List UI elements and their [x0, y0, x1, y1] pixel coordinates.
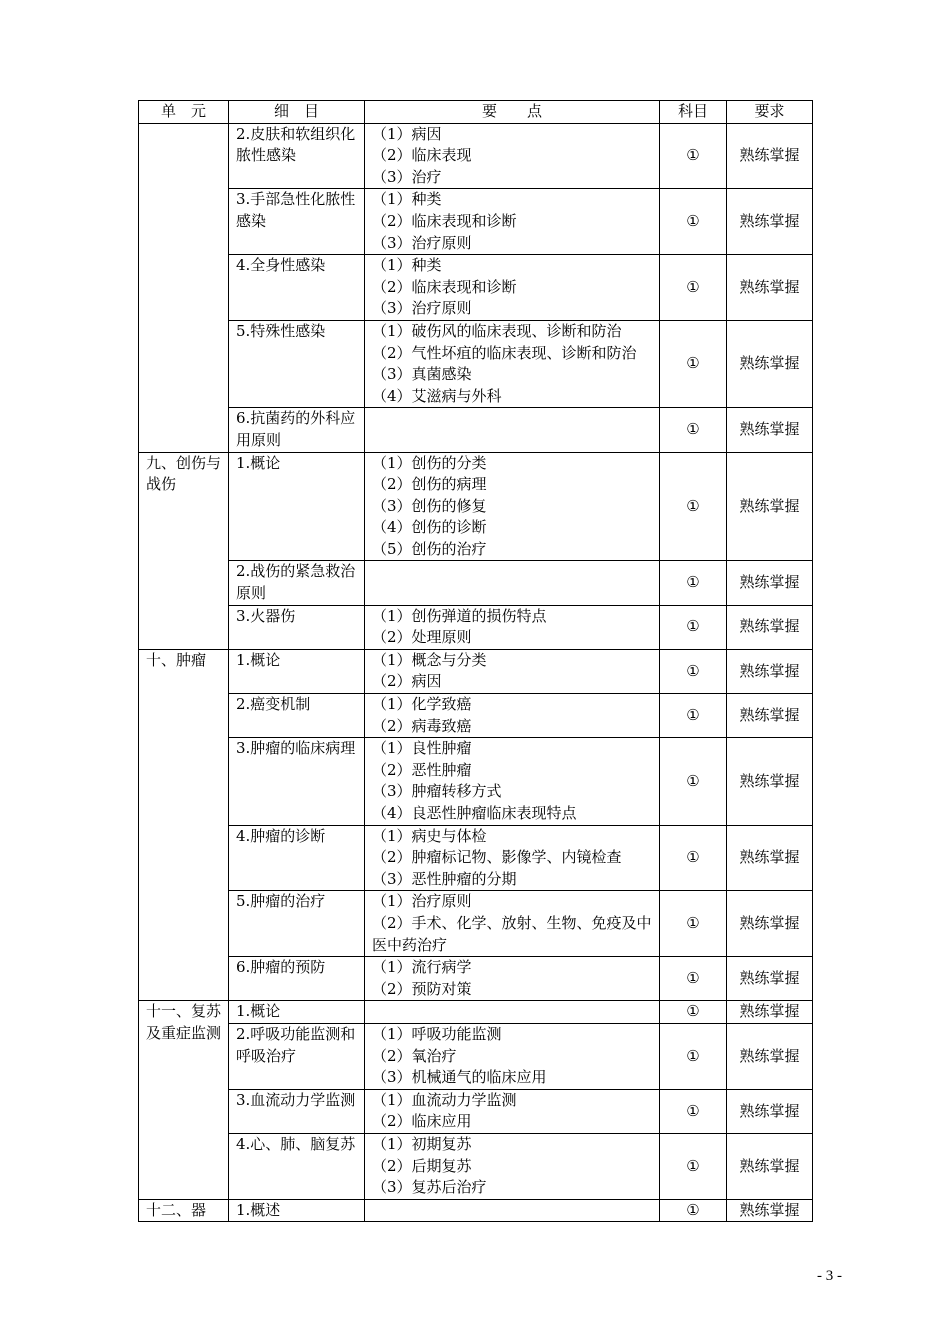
table-row: [139, 694, 813, 738]
item-name-cell: 3.肿瘤的临床病理: [229, 738, 365, 825]
subject-cell: ①: [660, 452, 727, 561]
item-name-cell: 4.肿瘤的诊断: [229, 825, 365, 891]
table-row: [139, 738, 813, 825]
item-name-cell: 2.癌变机制: [229, 694, 365, 738]
key-points-cell: （1）概念与分类 （2）病因: [365, 649, 660, 693]
requirement-cell: 熟练掌握: [727, 1089, 813, 1133]
subject-cell: ①: [660, 738, 727, 825]
requirement-cell: 熟练掌握: [727, 825, 813, 891]
table-row: [139, 605, 813, 649]
requirement-cell: 熟练掌握: [727, 320, 813, 407]
key-points-cell: （1）创伤弹道的损伤特点 （2）处理原则: [365, 605, 660, 649]
item-name-cell: 6.抗菌药的外科应用原则: [229, 408, 365, 452]
key-points-cell: （1）破伤风的临床表现、诊断和防治 （2）气性坏疽的临床表现、诊断和防治 （3）真菌感染 （4）艾滋病与外科: [365, 320, 660, 407]
item-name-cell: 3.火器伤: [229, 605, 365, 649]
key-points-cell: （1）良性肿瘤 （2）恶性肿瘤 （3）肿瘤转移方式 （4）良恶性肿瘤临床表现特点: [365, 738, 660, 825]
unit-cell: 十、肿瘤: [139, 649, 229, 1001]
key-points-cell: （1）初期复苏 （2）后期复苏 （3）复苏后治疗: [365, 1133, 660, 1199]
subject-cell: ①: [660, 561, 727, 605]
requirement-cell: 熟练掌握: [727, 561, 813, 605]
key-points-cell: （1）创伤的分类 （2）创伤的病理 （3）创伤的修复 （4）创伤的诊断 （5）创伤的治疗: [365, 452, 660, 561]
table-row: [139, 825, 813, 891]
header-requirement: 要求: [727, 101, 813, 124]
table-row: [139, 561, 813, 605]
item-name-cell: 1.概论: [229, 1001, 365, 1024]
requirement-cell: 熟练掌握: [727, 452, 813, 561]
key-points-cell: [365, 1001, 660, 1024]
unit-cell: 九、创伤与战伤: [139, 452, 229, 649]
subject-cell: ①: [660, 123, 727, 189]
subject-cell: ①: [660, 1133, 727, 1199]
page-number: - 3 -: [817, 1268, 842, 1284]
subject-cell: ①: [660, 694, 727, 738]
subject-cell: ①: [660, 255, 727, 321]
unit-cell: [139, 123, 229, 452]
item-name-cell: 2.战伤的紧急救治原则: [229, 561, 365, 605]
unit-cell: 十一、复苏及重症监测: [139, 1001, 229, 1199]
item-name-cell: 1.概论: [229, 452, 365, 561]
key-points-cell: [365, 1199, 660, 1222]
requirement-cell: 熟练掌握: [727, 1199, 813, 1222]
key-points-cell: （1）病史与体检 （2）肿瘤标记物、影像学、内镜检查 （3）恶性肿瘤的分期: [365, 825, 660, 891]
subject-cell: ①: [660, 1001, 727, 1024]
table-row: [139, 123, 813, 189]
item-name-cell: 6.肿瘤的预防: [229, 957, 365, 1001]
header-points: 要 点: [365, 101, 660, 124]
subject-cell: ①: [660, 825, 727, 891]
requirement-cell: 熟练掌握: [727, 891, 813, 957]
table-row: [139, 957, 813, 1001]
item-name-cell: 2.呼吸功能监测和呼吸治疗: [229, 1023, 365, 1089]
requirement-cell: 熟练掌握: [727, 605, 813, 649]
subject-cell: ①: [660, 891, 727, 957]
item-name-cell: 3.血流动力学监测: [229, 1089, 365, 1133]
key-points-cell: （1）种类 （2）临床表现和诊断 （3）治疗原则: [365, 189, 660, 255]
subject-cell: ①: [660, 605, 727, 649]
key-points-cell: （1）血流动力学监测 （2）临床应用: [365, 1089, 660, 1133]
table-row: [139, 452, 813, 561]
requirement-cell: 熟练掌握: [727, 1023, 813, 1089]
key-points-cell: [365, 561, 660, 605]
requirement-cell: 熟练掌握: [727, 408, 813, 452]
requirement-cell: 熟练掌握: [727, 1133, 813, 1199]
requirement-cell: 熟练掌握: [727, 694, 813, 738]
key-points-cell: （1）流行病学 （2）预防对策: [365, 957, 660, 1001]
table-row: [139, 1001, 813, 1024]
table-row: [139, 255, 813, 321]
table-row: [139, 649, 813, 693]
item-name-cell: 2.皮肤和软组织化脓性感染: [229, 123, 365, 189]
item-name-cell: 1.概论: [229, 649, 365, 693]
header-subject: 科目: [660, 101, 727, 124]
table-row: [139, 1089, 813, 1133]
subject-cell: ①: [660, 1023, 727, 1089]
subject-cell: ①: [660, 1199, 727, 1222]
subject-cell: ①: [660, 189, 727, 255]
requirement-cell: 熟练掌握: [727, 1001, 813, 1024]
item-name-cell: 5.特殊性感染: [229, 320, 365, 407]
table-row: [139, 1023, 813, 1089]
item-name-cell: 1.概述: [229, 1199, 365, 1222]
requirement-cell: 熟练掌握: [727, 189, 813, 255]
subject-cell: ①: [660, 649, 727, 693]
item-name-cell: 5.肿瘤的治疗: [229, 891, 365, 957]
requirement-cell: 熟练掌握: [727, 123, 813, 189]
item-name-cell: 4.心、肺、脑复苏: [229, 1133, 365, 1199]
key-points-cell: （1）呼吸功能监测 （2）氧治疗 （3）机械通气的临床应用: [365, 1023, 660, 1089]
table-row: [139, 891, 813, 957]
subject-cell: ①: [660, 320, 727, 407]
item-name-cell: 4.全身性感染: [229, 255, 365, 321]
table-row: [139, 320, 813, 407]
key-points-cell: [365, 408, 660, 452]
requirement-cell: 熟练掌握: [727, 255, 813, 321]
requirement-cell: 熟练掌握: [727, 649, 813, 693]
key-points-cell: （1）病因 （2）临床表现 （3）治疗: [365, 123, 660, 189]
table-header-row: [139, 101, 813, 124]
table-row: [139, 189, 813, 255]
header-item: 细 目: [229, 101, 365, 124]
requirement-cell: 熟练掌握: [727, 957, 813, 1001]
requirement-cell: 熟练掌握: [727, 738, 813, 825]
key-points-cell: （1）种类 （2）临床表现和诊断 （3）治疗原则: [365, 255, 660, 321]
subject-cell: ①: [660, 1089, 727, 1133]
table-row: [139, 408, 813, 452]
item-name-cell: 3.手部急性化脓性感染: [229, 189, 365, 255]
syllabus-table: [138, 100, 813, 1222]
subject-cell: ①: [660, 408, 727, 452]
key-points-cell: （1）化学致癌 （2）病毒致癌: [365, 694, 660, 738]
table-row: [139, 1199, 813, 1222]
unit-cell: 十二、器: [139, 1199, 229, 1222]
table-row: [139, 1133, 813, 1199]
key-points-cell: （1）治疗原则 （2）手术、化学、放射、生物、免疫及中医中药治疗: [365, 891, 660, 957]
header-unit: 单 元: [139, 101, 229, 124]
subject-cell: ①: [660, 957, 727, 1001]
